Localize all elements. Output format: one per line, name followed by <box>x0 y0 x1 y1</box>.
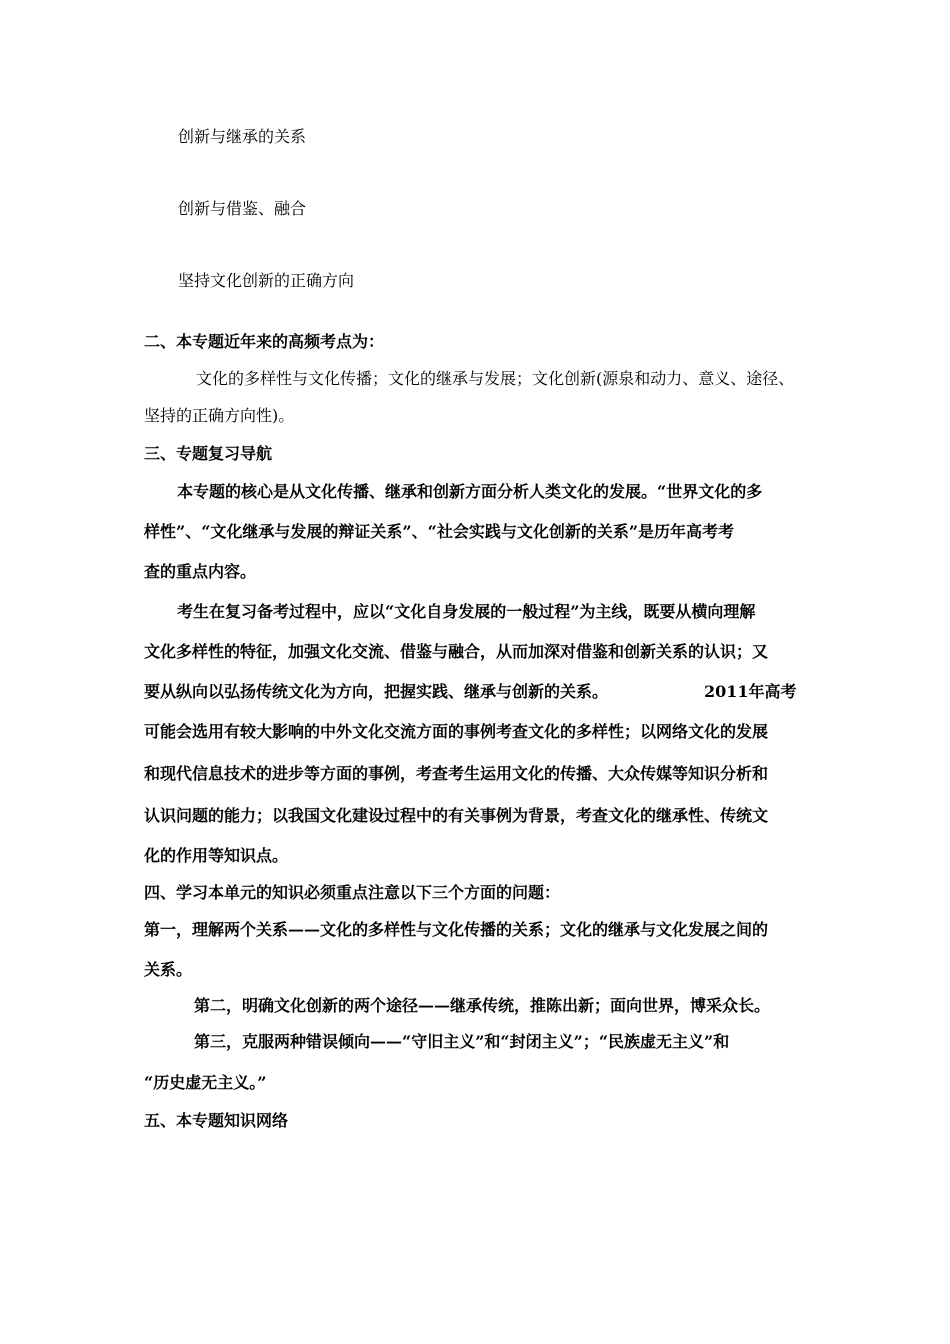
section-3-paragraph-line: 本专题的核心是从文化传播、继承和创新方面分析人类文化的发展。“世界文化的多 <box>177 482 763 501</box>
section-3-paragraph-line: 考生在复习备考过程中，应以“文化自身发展的一般过程”为主线，既要从横向理解 <box>177 602 756 621</box>
section-4-heading: 四、学习本单元的知识必须重点注意以下三个方面的问题： <box>144 883 561 902</box>
section-4-point-third: 第三，克服两种错误倾向——“守旧主义”和“封闭主义”；“民族虚无主义”和 <box>194 1032 730 1051</box>
section-2-body-line: 文化的多样性与文化传播；文化的继承与发展；文化创新(源泉和动力、意义、途径、 <box>196 369 795 388</box>
section-4-point-first: 第一，理解两个关系——文化的多样性与文化传播的关系；文化的继承与文化发展之间的 <box>144 920 769 939</box>
section-3-heading: 三、专题复习导航 <box>144 444 273 463</box>
section-2-heading: 二、本专题近年来的高频考点为： <box>144 332 385 351</box>
section-5-heading: 五、本专题知识网络 <box>144 1111 289 1130</box>
section-3-paragraph-line: 样性”、“文化继承与发展的辩证关系”、“社会实践与文化创新的关系”是历年高考考 <box>144 522 735 541</box>
section-3-paragraph-line: 文化多样性的特征，加强文化交流、借鉴与融合，从而加深对借鉴和创新关系的认识；又 <box>144 642 769 661</box>
section-3-paragraph-line <box>144 682 797 702</box>
section-3-paragraph-line: 认识问题的能力；以我国文化建设过程中的有关事例为背景，考查文化的继承性、传统文 <box>144 806 769 825</box>
section-3-paragraph-line: 和现代信息技术的进步等方面的事例，考查考生运用文化的传播、大众传媒等知识分析和 <box>144 764 769 783</box>
section-2-body-line: 坚持的正确方向性)。 <box>144 406 295 425</box>
section-3-paragraph-line: 可能会选用有较大影响的中外文化交流方面的事例考查文化的多样性；以网络文化的发展 <box>144 722 769 741</box>
paragraph-text: 要从纵向以弘扬传统文化为方向，把握实践、继承与创新的关系。 <box>144 682 609 701</box>
section-3-paragraph-line: 查的重点内容。 <box>144 562 257 581</box>
section-4-point-first: 关系。 <box>144 960 193 979</box>
paragraph-text: 2011年高考 <box>704 682 797 701</box>
section-4-point-second: 第二，明确文化创新的两个途径——继承传统，推陈出新；面向世界，博采众长。 <box>194 996 771 1015</box>
outline-item-borrowing: 创新与借鉴、融合 <box>178 199 307 218</box>
section-4-point-third: “历史虚无主义。” <box>144 1073 267 1092</box>
section-3-paragraph-line: 化的作用等知识点。 <box>144 846 289 865</box>
outline-item-direction: 坚持文化创新的正确方向 <box>178 271 355 290</box>
outline-item-inheritance: 创新与继承的关系 <box>178 127 307 146</box>
